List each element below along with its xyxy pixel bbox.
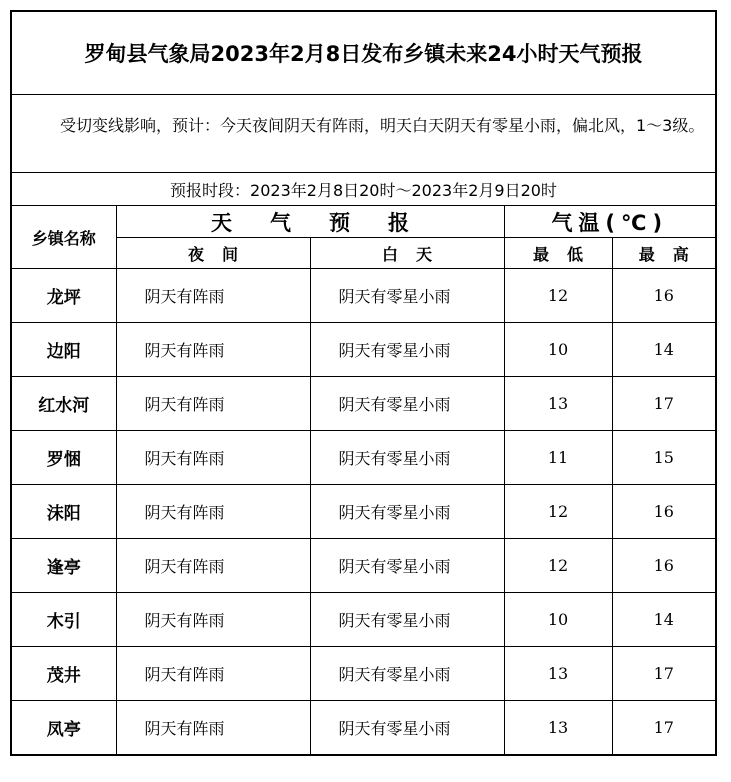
night-weather-cell: 阴天有阵雨 <box>116 593 310 647</box>
low-temp-cell: 12 <box>504 485 612 539</box>
night-weather-cell: 阴天有阵雨 <box>116 539 310 593</box>
table-row <box>12 647 715 701</box>
table-row <box>12 701 715 755</box>
town-name-cell: 凤亭 <box>12 701 116 755</box>
table-row <box>12 377 715 431</box>
town-name-cell: 木引 <box>12 593 116 647</box>
header-weather-forecast: 天气预报 <box>116 206 504 238</box>
forecast-table <box>12 206 715 754</box>
night-weather-cell: 阴天有阵雨 <box>116 701 310 755</box>
town-name-cell: 边阳 <box>12 323 116 377</box>
document-title: 罗甸县气象局2023年2月8日发布乡镇未来24小时天气预报 <box>12 12 715 95</box>
high-temp-cell: 14 <box>612 323 715 377</box>
day-weather-cell: 阴天有零星小雨 <box>310 593 504 647</box>
low-temp-cell: 13 <box>504 647 612 701</box>
forecast-period: 预报时段：2023年2月8日20时～2023年2月9日20时 <box>12 173 715 206</box>
low-temp-cell: 10 <box>504 593 612 647</box>
night-weather-cell: 阴天有阵雨 <box>116 485 310 539</box>
day-weather-cell: 阴天有零星小雨 <box>310 647 504 701</box>
town-name-cell: 红水河 <box>12 377 116 431</box>
low-temp-cell: 10 <box>504 323 612 377</box>
night-weather-cell: 阴天有阵雨 <box>116 323 310 377</box>
low-temp-cell: 12 <box>504 269 612 323</box>
high-temp-cell: 14 <box>612 593 715 647</box>
low-temp-cell: 11 <box>504 431 612 485</box>
night-weather-cell: 阴天有阵雨 <box>116 377 310 431</box>
table-row <box>12 539 715 593</box>
high-temp-cell: 16 <box>612 539 715 593</box>
table-row <box>12 593 715 647</box>
high-temp-cell: 17 <box>612 701 715 755</box>
low-temp-cell: 13 <box>504 377 612 431</box>
table-row <box>12 323 715 377</box>
table-row <box>12 269 715 323</box>
forecast-document <box>10 10 717 756</box>
forecast-summary <box>12 95 715 173</box>
forecast-summary-text: 受切变线影响，预计：今天夜间阴天有阵雨，明天白天阴天有零星小雨，偏北风，1～3级。 <box>60 116 705 135</box>
night-weather-cell: 阴天有阵雨 <box>116 431 310 485</box>
day-weather-cell: 阴天有零星小雨 <box>310 539 504 593</box>
high-temp-cell: 16 <box>612 269 715 323</box>
town-name-cell: 沫阳 <box>12 485 116 539</box>
table-row <box>12 431 715 485</box>
day-weather-cell: 阴天有零星小雨 <box>310 323 504 377</box>
low-temp-cell: 12 <box>504 539 612 593</box>
town-name-cell: 茂井 <box>12 647 116 701</box>
night-weather-cell: 阴天有阵雨 <box>116 269 310 323</box>
header-town-name: 乡镇名称 <box>12 206 116 269</box>
day-weather-cell: 阴天有零星小雨 <box>310 431 504 485</box>
day-weather-cell: 阴天有零星小雨 <box>310 701 504 755</box>
high-temp-cell: 15 <box>612 431 715 485</box>
town-name-cell: 逢亭 <box>12 539 116 593</box>
header-day: 白天 <box>310 238 504 269</box>
night-weather-cell: 阴天有阵雨 <box>116 647 310 701</box>
day-weather-cell: 阴天有零星小雨 <box>310 377 504 431</box>
low-temp-cell: 13 <box>504 701 612 755</box>
high-temp-cell: 17 <box>612 647 715 701</box>
high-temp-cell: 17 <box>612 377 715 431</box>
table-row <box>12 485 715 539</box>
town-name-cell: 龙坪 <box>12 269 116 323</box>
high-temp-cell: 16 <box>612 485 715 539</box>
header-high: 最高 <box>612 238 715 269</box>
town-name-cell: 罗悃 <box>12 431 116 485</box>
header-night: 夜间 <box>116 238 310 269</box>
header-temperature: 气温(℃) <box>504 206 715 238</box>
header-low: 最低 <box>504 238 612 269</box>
day-weather-cell: 阴天有零星小雨 <box>310 269 504 323</box>
day-weather-cell: 阴天有零星小雨 <box>310 485 504 539</box>
